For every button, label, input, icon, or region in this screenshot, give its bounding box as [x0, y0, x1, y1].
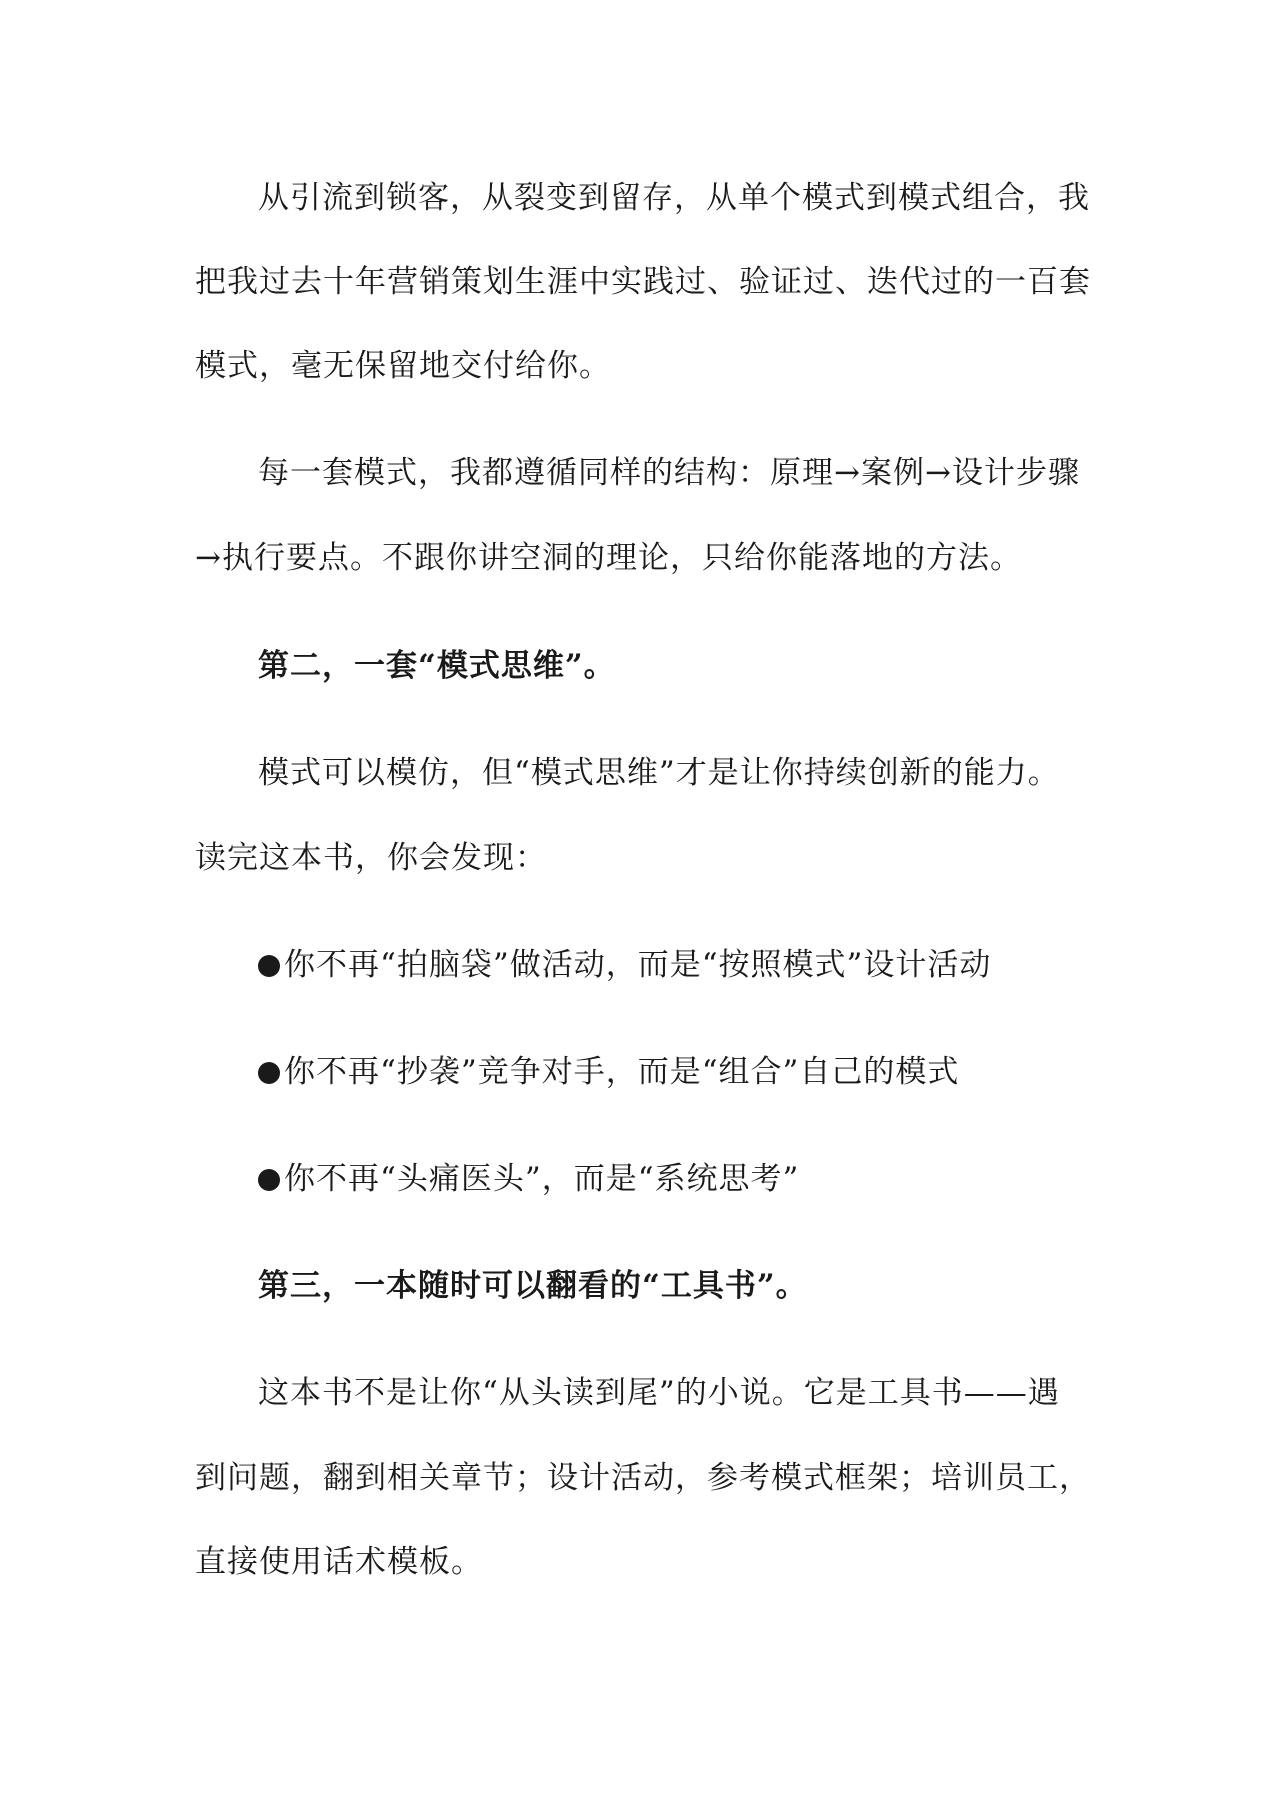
- bullet-item-2-text: 你不再“抄袭”竞争对手，而是“组合”自己的模式: [284, 1054, 960, 1090]
- paragraph-4-line-3: 直接使用话术模板。: [195, 1544, 483, 1580]
- paragraph-2-line-2: →执行要点。不跟你讲空洞的理论，只给你能落地的方法。: [195, 540, 1022, 576]
- paragraph-4-line-1: 这本书不是让你“从头读到尾”的小说。它是工具书——遇: [258, 1375, 1060, 1411]
- section-heading-3: 第三，一本随时可以翻看的“工具书”。: [258, 1268, 808, 1304]
- bullet-dot-icon: [258, 955, 280, 977]
- section-heading-2: 第二，一套“模式思维”。: [258, 648, 616, 684]
- bullet-dot-icon: [258, 1169, 280, 1191]
- paragraph-4-line-2: 到问题，翻到相关章节；设计活动，参考模式框架；培训员工，: [195, 1460, 1091, 1496]
- paragraph-1-line-1: 从引流到锁客，从裂变到留存，从单个模式到模式组合，我: [258, 180, 1090, 216]
- paragraph-1-line-2: 把我过去十年营销策划生涯中实践过、验证过、迭代过的一百套: [195, 264, 1091, 300]
- bullet-item-2: [258, 1052, 959, 1092]
- paragraph-3-line-1: 模式可以模仿，但“模式思维”才是让你持续创新的能力。: [258, 755, 1060, 791]
- paragraph-3-line-2: 读完这本书，你会发现：: [195, 840, 547, 876]
- bullet-dot-icon: [258, 1062, 280, 1084]
- paragraph-2-line-1: 每一套模式，我都遵循同样的结构：原理→案例→设计步骤: [258, 455, 1080, 491]
- bullet-item-3: [258, 1159, 799, 1199]
- bullet-item-1: [258, 945, 991, 985]
- bullet-item-3-text: 你不再“头痛医头”，而是“系统思考”: [284, 1161, 800, 1197]
- paragraph-1-line-3: 模式，毫无保留地交付给你。: [195, 348, 611, 384]
- bullet-item-1-text: 你不再“拍脑袋”做活动，而是“按照模式”设计活动: [284, 947, 992, 983]
